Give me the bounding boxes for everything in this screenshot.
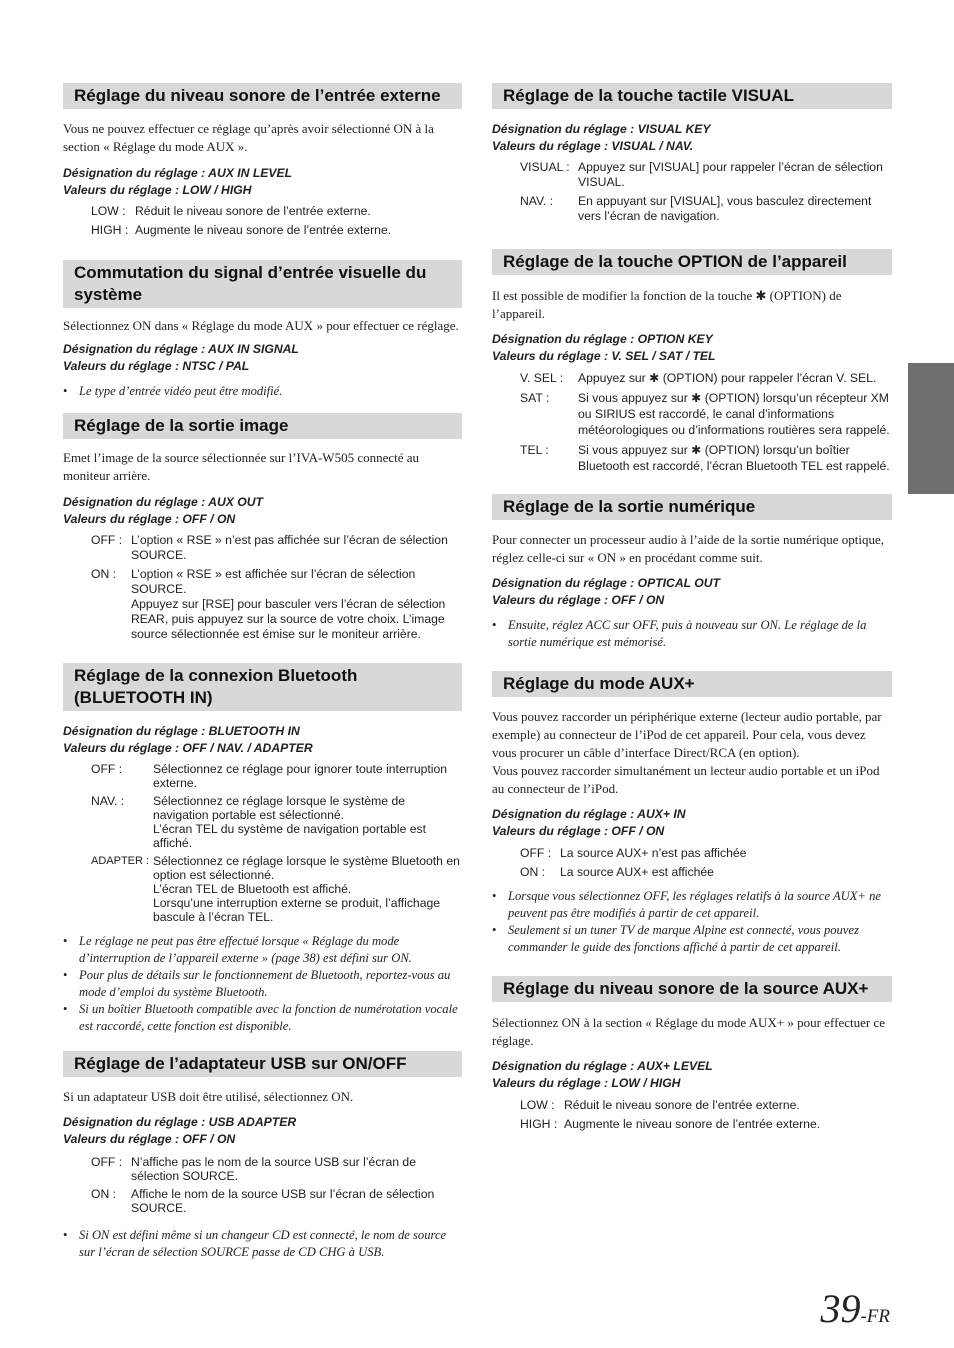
- section-body: Vous pouvez raccorder un périphérique externe (lecteur audio portable, par exemple) au connecteur de l’iPod de cet appareil. Pour cela, vous devez vous procurer un câble d’interface Direct/RCA (en option). Vous pouvez raccorder simultanément un lecteur audio portable et un iPod au connecteur de l’iPod.: [492, 709, 882, 796]
- option-key: OFF :: [91, 533, 123, 547]
- option-row: [91, 1155, 462, 1183]
- option-row: [91, 204, 462, 219]
- option-key: OFF :: [91, 762, 123, 776]
- option-row: [520, 370, 892, 386]
- setting-spec: [63, 165, 462, 199]
- section-title: Réglage du niveau sonore de l’entrée externe: [63, 83, 462, 109]
- note-text: Lorsque vous sélectionnez OFF, les réglages relatifs à la source AUX+ ne peuvent pas être modifiés à partir de cet appareil.: [508, 889, 881, 920]
- section-title: Réglage de la touche tactile VISUAL: [492, 83, 892, 109]
- setting-spec: [492, 1058, 892, 1092]
- note-text: Pour plus de détails sur le fonctionnement de Bluetooth, reportez-vous au mode d’emploi du système Bluetooth.: [79, 968, 451, 999]
- setting-name: Désignation du réglage : OPTION KEY: [492, 332, 713, 346]
- notes-list: [63, 383, 462, 400]
- option-desc: Si vous appuyez sur ✱ (OPTION) lorsqu’un récepteur XM ou SIRIUS est raccordé, le canal d’informations météorologiques ou d’informations routières sera rappelé.: [578, 391, 890, 437]
- option-desc: Augmente le niveau sonore de l’entrée externe.: [564, 1117, 821, 1131]
- option-list: [91, 762, 462, 924]
- option-row: [91, 794, 462, 850]
- option-row: [91, 567, 462, 642]
- setting-values: Valeurs du réglage : V. SEL / SAT / TEL: [492, 349, 716, 363]
- option-key: HIGH :: [91, 223, 129, 237]
- option-row: [520, 390, 892, 438]
- section-title: Réglage de la sortie image: [63, 413, 462, 439]
- section-title: Réglage de la touche OPTION de l’appareil: [492, 249, 892, 275]
- section-bluetooth-in: [63, 663, 462, 1035]
- setting-spec: [492, 331, 892, 365]
- note-text: Si ON est défini même si un changeur CD est connecté, le nom de source sur l’écran de sélection SOURCE passe de CD CHG à USB.: [79, 1228, 447, 1259]
- notes-list: [63, 933, 462, 1035]
- option-desc: Réduit le niveau sonore de l’entrée externe.: [564, 1098, 800, 1112]
- option-list: [520, 1098, 892, 1132]
- section-body: Pour connecter un processeur audio à l’aide de la sortie numérique optique, réglez celle-ci sur « ON » en procédant comme suit.: [492, 532, 885, 565]
- option-key: ON :: [91, 1187, 117, 1201]
- setting-name: Désignation du réglage : AUX OUT: [63, 495, 263, 509]
- section-body: Sélectionnez ON dans « Réglage du mode AUX » pour effectuer ce réglage.: [63, 318, 459, 333]
- option-desc: La source AUX+ est affichée: [560, 865, 714, 879]
- option-desc: Sélectionnez ce réglage lorsque le système de navigation portable est sélectionné. L’écran TEL du système de navigation portable est affiché.: [153, 794, 427, 850]
- option-row: [520, 194, 892, 224]
- setting-spec: [492, 575, 892, 609]
- option-list: [520, 846, 892, 880]
- option-row: [520, 442, 892, 474]
- section-aux-plus-mode: [492, 671, 892, 956]
- option-desc: Affiche le nom de la source USB sur l’écran de sélection SOURCE.: [131, 1187, 435, 1215]
- section-aux-in-level: [63, 83, 462, 238]
- option-row: [520, 1098, 892, 1113]
- note-item: • Seulement si un tuner TV de marque Alpine est connecté, vous pouvez commander le guide des fonctions affiché à partir de cet appareil.: [492, 922, 892, 956]
- section-body: Emet l’image de la source sélectionnée sur l’IVA-W505 connecté au moniteur arrière.: [63, 450, 420, 483]
- section-body: Il est possible de modifier la fonction de la touche ✱ (OPTION) de l’appareil.: [492, 288, 842, 321]
- note-item: • Lorsque vous sélectionnez OFF, les réglages relatifs à la source AUX+ ne peuvent pas être modifiés à partir de cet appareil.: [492, 888, 892, 922]
- option-desc: Augmente le niveau sonore de l’entrée externe.: [135, 223, 392, 237]
- section-body: Si un adaptateur USB doit être utilisé, sélectionnez ON.: [63, 1089, 354, 1104]
- note-item: • Pour plus de détails sur le fonctionnement de Bluetooth, reportez-vous au mode d’emploi du système Bluetooth.: [63, 967, 462, 1001]
- option-list: [91, 1155, 462, 1215]
- section-title: Réglage de la sortie numérique: [492, 494, 892, 520]
- section-usb-adapter: [63, 1051, 462, 1261]
- setting-name: Désignation du réglage : AUX+ IN: [492, 807, 686, 821]
- option-desc: Appuyez sur ✱ (OPTION) pour rappeler l’écran V. SEL.: [578, 371, 877, 385]
- section-title: Réglage du niveau sonore de la source AUX+: [492, 976, 892, 1002]
- section-title: Réglage du mode AUX+: [492, 671, 892, 697]
- page-number: [820, 1285, 890, 1332]
- option-key: V. SEL :: [520, 371, 564, 385]
- setting-values: Valeurs du réglage : OFF / NAV. / ADAPTER: [63, 741, 313, 755]
- option-desc: L’option « RSE » est affichée sur l’écran de sélection SOURCE. Appuyez sur [RSE] pour basculer vers l’écran de sélection REAR, puis appuyez sur la source de votre choix. L’image source sélectionnée est émise sur le moniteur arrière.: [131, 567, 446, 641]
- option-key: ON :: [520, 865, 546, 879]
- setting-values: Valeurs du réglage : OFF / ON: [63, 512, 236, 526]
- option-desc: En appuyant sur [VISUAL], vous basculez directement vers l’écran de navigation.: [578, 194, 872, 223]
- option-list: [91, 204, 462, 238]
- setting-spec: [492, 806, 892, 840]
- setting-values: Valeurs du réglage : OFF / ON: [63, 1132, 236, 1146]
- setting-values: Valeurs du réglage : VISUAL / NAV.: [492, 139, 694, 153]
- right-column: [492, 83, 892, 1152]
- left-column: [63, 83, 462, 1281]
- option-row: [91, 533, 462, 563]
- section-title: Commutation du signal d’entrée visuelle du système: [63, 260, 462, 308]
- note-text: Le type d’entrée vidéo peut être modifié.: [79, 384, 283, 398]
- section-option-key: [492, 249, 892, 474]
- option-key: SAT :: [520, 391, 550, 405]
- section-aux-out: [63, 413, 462, 642]
- option-list: [91, 533, 462, 642]
- section-body: Sélectionnez ON à la section « Réglage du mode AUX+ » pour effectuer ce réglage.: [492, 1015, 885, 1048]
- setting-values: Valeurs du réglage : OFF / ON: [492, 593, 665, 607]
- option-desc: Si vous appuyez sur ✱ (OPTION) lorsqu’un boîtier Bluetooth est raccordé, l’écran Bluetooth TEL est rappelé.: [578, 443, 890, 473]
- setting-name: Désignation du réglage : AUX+ LEVEL: [492, 1059, 713, 1073]
- option-row: [520, 865, 892, 880]
- notes-list: [63, 1227, 462, 1261]
- section-body: Vous ne pouvez effectuer ce réglage qu’après avoir sélectionné ON à la section « Réglage du mode AUX ».: [63, 121, 434, 154]
- setting-name: Désignation du réglage : VISUAL KEY: [492, 122, 711, 136]
- option-desc: N’affiche pas le nom de la source USB sur l’écran de sélection SOURCE.: [131, 1155, 416, 1183]
- option-key: ON :: [91, 567, 117, 581]
- option-key: LOW :: [520, 1098, 555, 1112]
- setting-name: Désignation du réglage : AUX IN LEVEL: [63, 166, 293, 180]
- setting-values: Valeurs du réglage : LOW / HIGH: [492, 1076, 681, 1090]
- option-desc: Appuyez sur [VISUAL] pour rappeler l’écran de sélection VISUAL.: [578, 160, 883, 189]
- option-key: TEL :: [520, 443, 549, 457]
- page-language-suffix: -FR: [860, 1306, 890, 1327]
- setting-values: Valeurs du réglage : NTSC / PAL: [63, 359, 250, 373]
- option-key: NAV. :: [520, 194, 554, 208]
- option-row: [91, 762, 462, 790]
- page-number-value: 39: [820, 1286, 861, 1331]
- option-desc: Réduit le niveau sonore de l’entrée externe.: [135, 204, 371, 218]
- section-title: Réglage de l’adaptateur USB sur ON/OFF: [63, 1051, 462, 1077]
- setting-spec: [63, 1114, 462, 1148]
- option-desc: Sélectionnez ce réglage lorsque le système Bluetooth en option est sélectionné. L’écran TEL de Bluetooth est affiché. Lorsqu’une interruption externe se produit, l’affichage bascule à l’écran TEL.: [153, 854, 460, 924]
- setting-spec: [63, 723, 462, 757]
- setting-spec: [63, 341, 462, 375]
- option-list: [520, 160, 892, 224]
- option-desc: L’option « RSE » n’est pas affichée sur l’écran de sélection SOURCE.: [131, 533, 448, 562]
- note-item: • Le type d’entrée vidéo peut être modifié.: [63, 383, 462, 400]
- notes-list: [492, 617, 892, 651]
- chapter-side-tab: [908, 363, 954, 494]
- option-key: VISUAL :: [520, 160, 570, 174]
- section-title: Réglage de la connexion Bluetooth (BLUETOOTH IN): [63, 663, 462, 711]
- setting-spec: [63, 494, 462, 528]
- setting-spec: [492, 121, 892, 155]
- option-key: NAV. :: [91, 794, 125, 808]
- setting-values: Valeurs du réglage : OFF / ON: [492, 824, 665, 838]
- note-text: Seulement si un tuner TV de marque Alpine est connecté, vous pouvez commander le guide des fonctions affiché à partir de cet appareil.: [508, 923, 859, 954]
- section-aux-plus-level: [492, 976, 892, 1132]
- note-item: • Si ON est défini même si un changeur CD est connecté, le nom de source sur l’écran de sélection SOURCE passe de CD CHG à USB.: [63, 1227, 462, 1261]
- option-list: [520, 370, 892, 474]
- setting-name: Désignation du réglage : BLUETOOTH IN: [63, 724, 300, 738]
- option-row: [520, 1117, 892, 1132]
- option-key: LOW :: [91, 204, 126, 218]
- notes-list: [492, 888, 892, 956]
- option-row: [91, 223, 462, 238]
- setting-name: Désignation du réglage : USB ADAPTER: [63, 1115, 297, 1129]
- note-text: Si un boîtier Bluetooth compatible avec la fonction de numérotation vocale est raccordé, cette fonction est disponible.: [79, 1002, 458, 1033]
- option-desc: Sélectionnez ce réglage pour ignorer toute interruption externe.: [153, 762, 448, 790]
- note-item: • Le réglage ne peut pas être effectué lorsque « Réglage du mode d’interruption de l’appareil externe » (page 38) est défini sur ON.: [63, 933, 462, 967]
- setting-name: Désignation du réglage : AUX IN SIGNAL: [63, 342, 299, 356]
- option-desc: La source AUX+ n’est pas affichée: [560, 846, 747, 860]
- note-item: • Ensuite, réglez ACC sur OFF, puis à nouveau sur ON. Le réglage de la sortie numérique est mémorisé.: [492, 617, 892, 651]
- setting-name: Désignation du réglage : OPTICAL OUT: [492, 576, 720, 590]
- note-text: Le réglage ne peut pas être effectué lorsque « Réglage du mode d’interruption de l’appareil externe » (page 38) est défini sur ON.: [79, 934, 412, 965]
- option-key: OFF :: [91, 1155, 123, 1169]
- setting-values: Valeurs du réglage : LOW / HIGH: [63, 183, 252, 197]
- section-optical-out: [492, 494, 892, 651]
- option-key: OFF :: [520, 846, 552, 860]
- option-key: ADAPTER :: [91, 855, 150, 867]
- option-row: [520, 160, 892, 190]
- note-item: • Si un boîtier Bluetooth compatible avec la fonction de numérotation vocale est raccordé, cette fonction est disponible.: [63, 1001, 462, 1035]
- section-aux-in-signal: [63, 260, 462, 400]
- option-row: [91, 1187, 462, 1215]
- section-visual-key: [492, 83, 892, 224]
- option-key: HIGH :: [520, 1117, 558, 1131]
- option-row: [520, 846, 892, 861]
- option-row: [91, 854, 462, 924]
- note-text: Ensuite, réglez ACC sur OFF, puis à nouveau sur ON. Le réglage de la sortie numérique est mémorisé.: [508, 618, 867, 649]
